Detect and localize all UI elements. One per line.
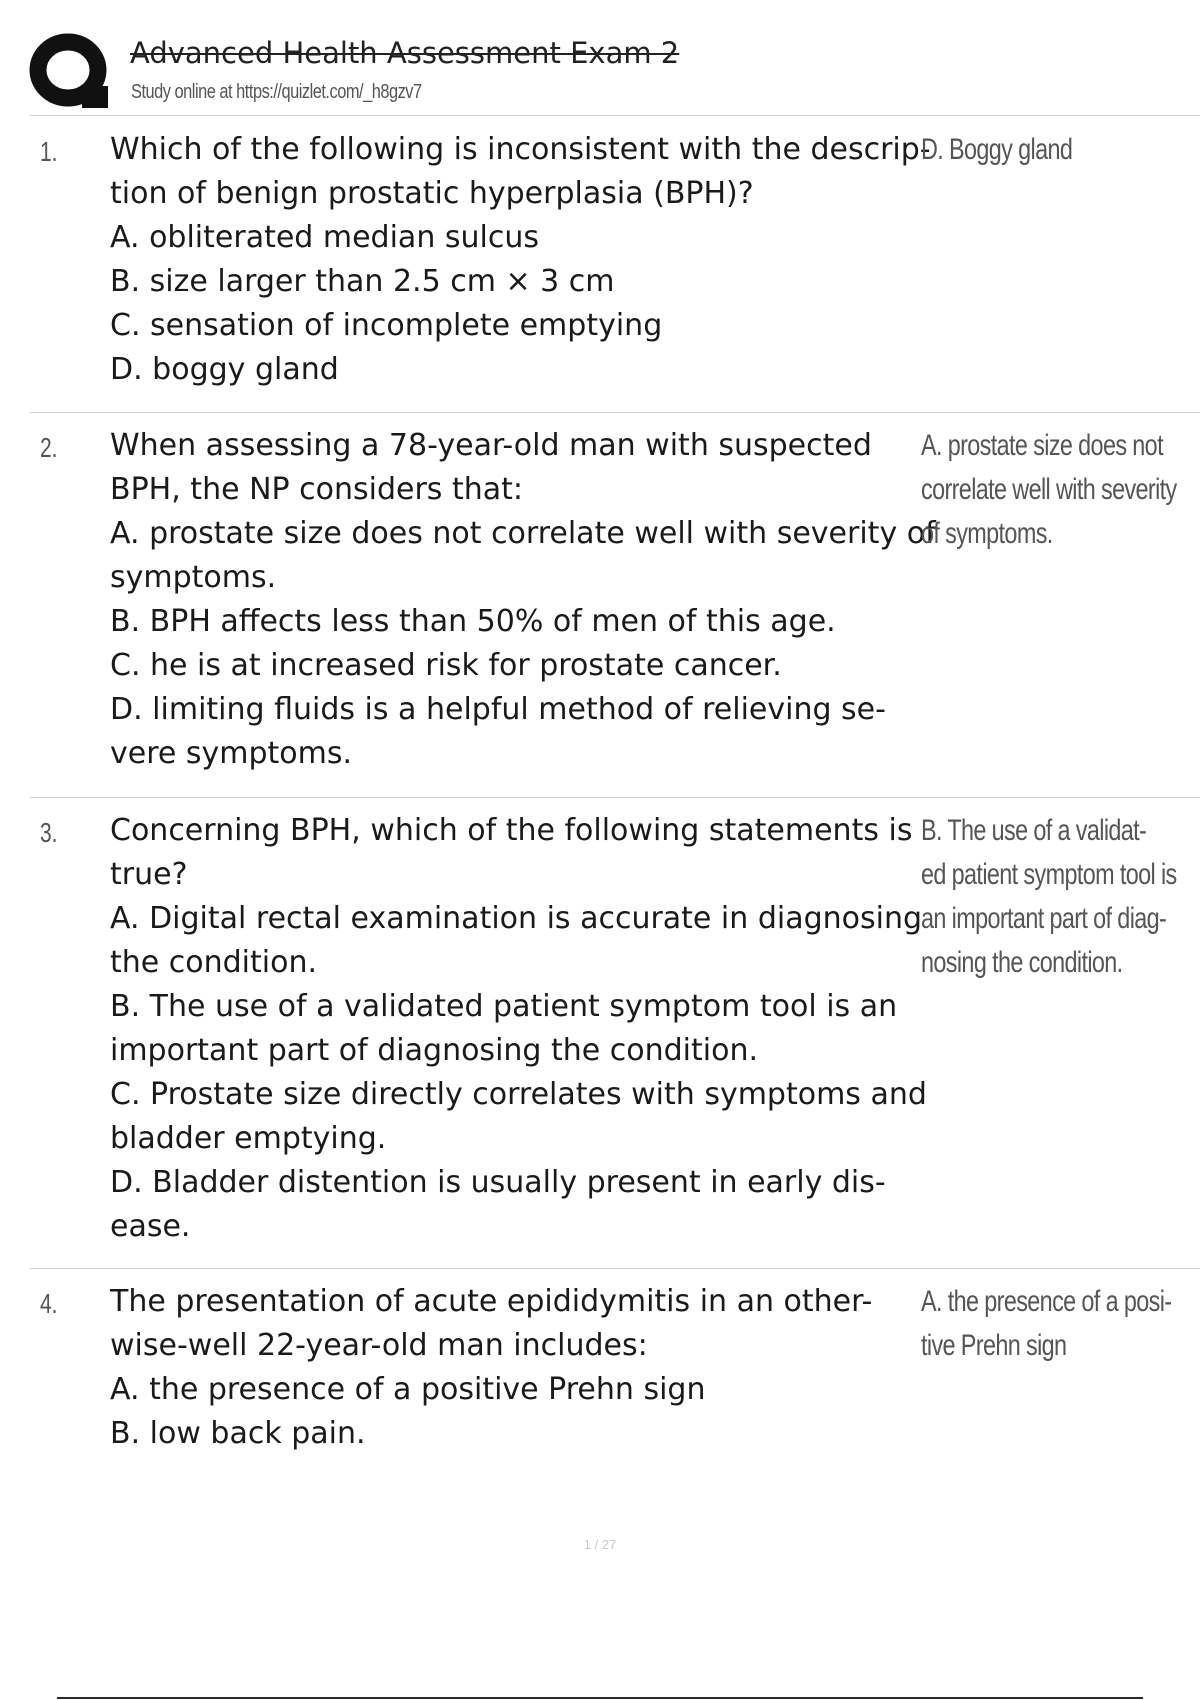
- question-number: 1.: [40, 136, 58, 167]
- question-line: tion of benign prostatic hyperplasia (BPH)?: [110, 176, 754, 211]
- answer-line: tive Prehn sign: [921, 1329, 1067, 1362]
- option-d: D. boggy gland: [110, 352, 339, 387]
- document-title: Advanced Health Assessment Exam 2: [130, 36, 680, 70]
- question-text: [110, 128, 931, 392]
- answer-line: an important part of diag-: [921, 902, 1167, 935]
- option-c: C. he is at increased risk for prostate cancer.: [110, 648, 782, 683]
- question-divider: [30, 1268, 1200, 1269]
- question-number: 4.: [40, 1288, 58, 1319]
- question-line: The presentation of acute epididymitis in an other-: [110, 1284, 873, 1319]
- answer-line: correlate well with severity: [921, 473, 1177, 506]
- question-text: [110, 809, 927, 1249]
- header-divider: [30, 115, 1200, 116]
- option-b: B. The use of a validated patient symptom tool is an: [110, 989, 898, 1024]
- option-a: A. Digital rectal examination is accurate in diagnosing: [110, 901, 923, 936]
- option-d: D. Bladder distention is usually present in early dis-: [110, 1165, 886, 1200]
- answer-line: B. The use of a validat-: [921, 814, 1147, 847]
- answer-text: [921, 1280, 1182, 1368]
- question-line: When assessing a 78-year-old man with suspected: [110, 428, 872, 463]
- option-a: A. prostate size does not correlate well with severity of: [110, 516, 936, 551]
- answer-line: A. the presence of a posi-: [921, 1285, 1172, 1318]
- answer-text: [921, 809, 1182, 985]
- question-divider: [30, 797, 1200, 798]
- option-b: B. BPH affects less than 50% of men of this age.: [110, 604, 836, 639]
- option-a-continued: the condition.: [110, 945, 318, 980]
- answer-line: nosing the condition.: [921, 946, 1123, 979]
- option-a: A. the presence of a positive Prehn sign: [110, 1372, 706, 1407]
- question-line: wise-well 22-year-old man includes:: [110, 1328, 648, 1363]
- question-number: 3.: [40, 817, 58, 848]
- answer-line: A. prostate size does not: [921, 429, 1163, 462]
- option-b: B. size larger than 2.5 cm × 3 cm: [110, 264, 615, 299]
- answer-text: [921, 128, 1182, 172]
- answer-line: ed patient symptom tool is: [921, 858, 1177, 891]
- answer-line: of symptoms.: [921, 517, 1053, 550]
- answer-line: D. Boggy gland: [921, 133, 1073, 166]
- question-line: Concerning BPH, which of the following statements is: [110, 813, 913, 848]
- quizlet-logo-icon: [28, 28, 110, 110]
- option-a: A. obliterated median sulcus: [110, 220, 539, 255]
- option-a-continued: symptoms.: [110, 560, 277, 595]
- question-text: [110, 1280, 915, 1456]
- option-d-continued: vere symptoms.: [110, 736, 353, 771]
- question-text: [110, 424, 936, 776]
- question-line: BPH, the NP considers that:: [110, 472, 523, 507]
- question-divider: [30, 412, 1200, 413]
- option-c-continued: bladder emptying.: [110, 1121, 387, 1156]
- option-b-continued: important part of diagnosing the condition.: [110, 1033, 759, 1068]
- question-number: 2.: [40, 432, 58, 463]
- option-d: D. limiting fluids is a helpful method of relieving se-: [110, 692, 886, 727]
- footer-divider: [57, 1697, 1143, 1699]
- option-c: C. Prostate size directly correlates with symptoms and: [110, 1077, 927, 1112]
- option-c: C. sensation of incomplete emptying: [110, 308, 663, 343]
- option-b: B. low back pain.: [110, 1416, 366, 1451]
- option-d-continued: ease.: [110, 1209, 191, 1244]
- question-line: Which of the following is inconsistent with the descrip-: [110, 132, 931, 167]
- question-line: true?: [110, 857, 188, 892]
- study-online-link[interactable]: Study online at https://quizlet.com/_h8gzv7: [131, 81, 422, 103]
- page-number: 1 / 27: [583, 1537, 617, 1552]
- answer-text: [921, 424, 1182, 556]
